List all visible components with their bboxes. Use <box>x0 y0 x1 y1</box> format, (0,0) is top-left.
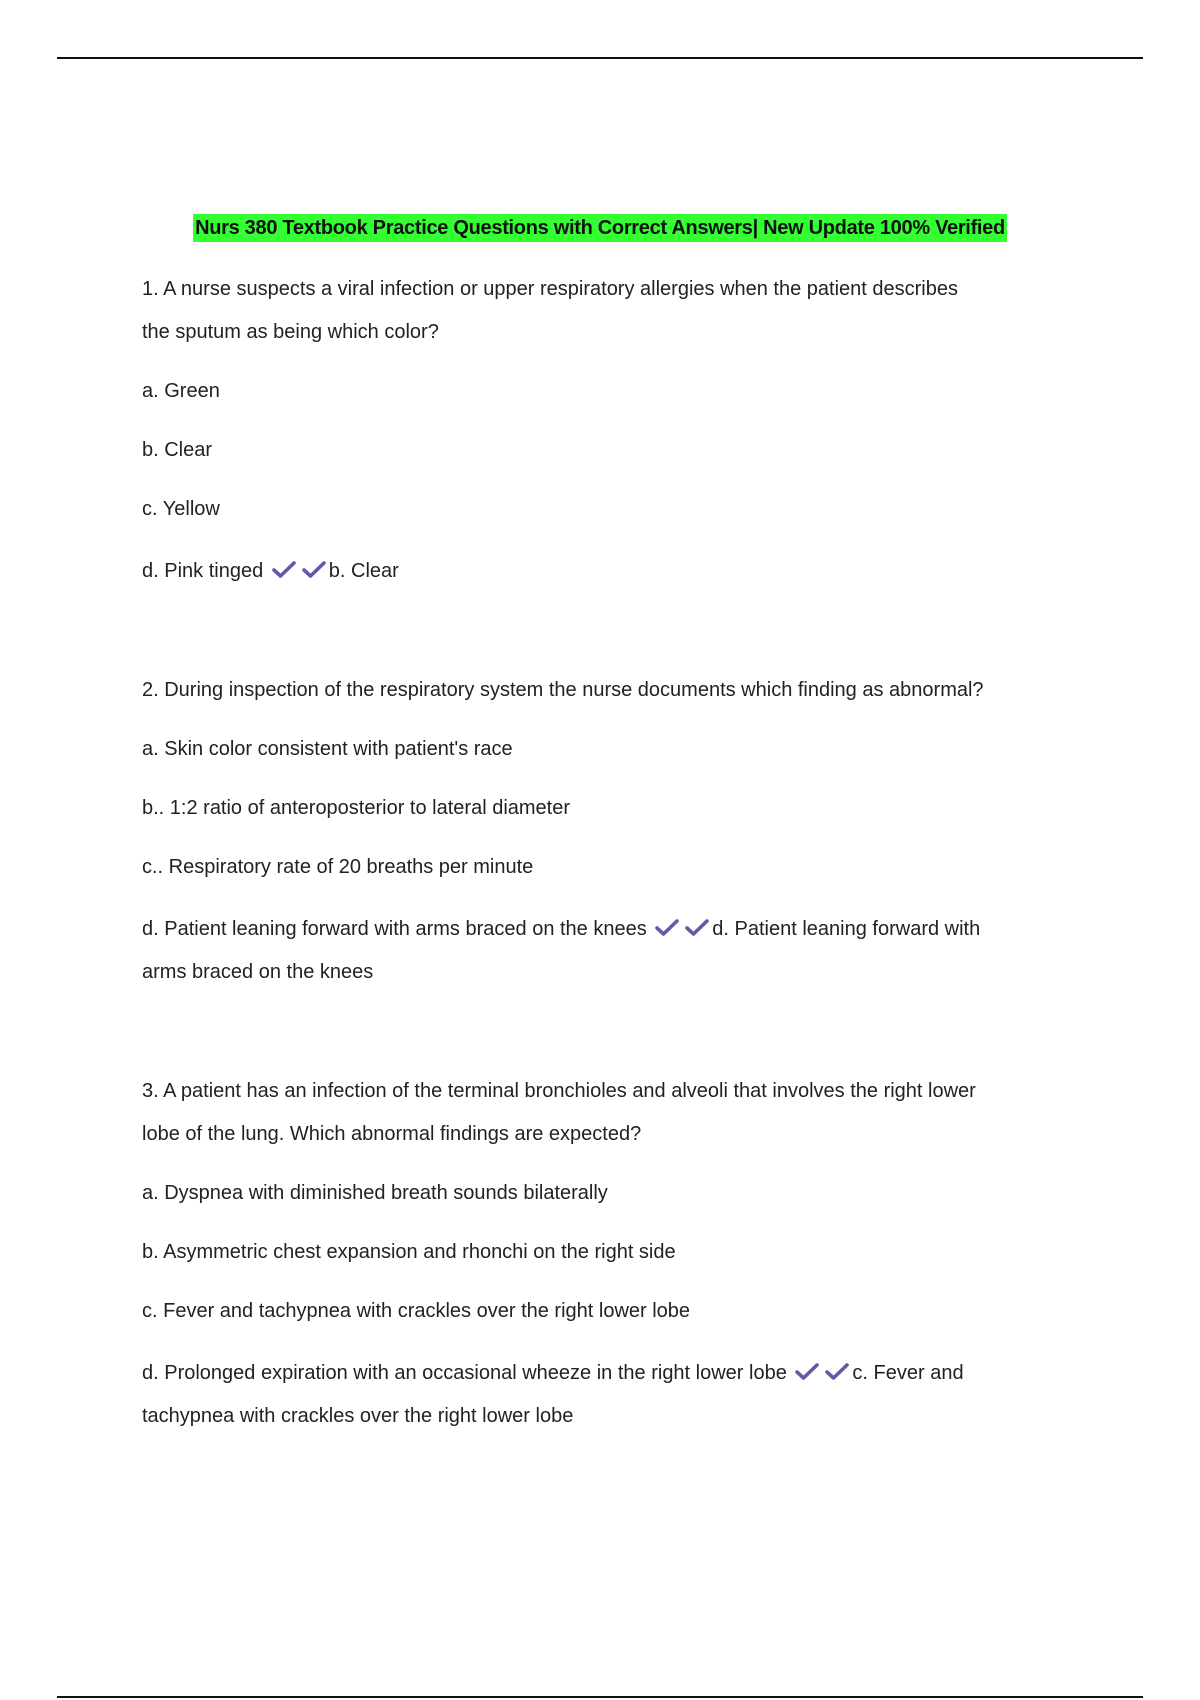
title-block <box>0 214 1200 242</box>
q3-answer-line2: tachypnea with crackles over the right lower lobe <box>142 1405 574 1427</box>
q3-option-c: c. Fever and tachypnea with crackles over the right lower lobe <box>142 1300 691 1322</box>
checkmark-icon <box>824 1362 850 1382</box>
q2-answer-line1: d. Patient leaning forward with <box>712 918 981 940</box>
checkmark-icon <box>301 560 327 580</box>
checkmark-icon <box>654 918 680 938</box>
checkmark-icon <box>684 918 710 938</box>
q1-stem-line1: 1. A nurse suspects a viral infection or upper respiratory allergies when the patient describes <box>142 278 958 300</box>
q3-stem-line1: 3. A patient has an infection of the terminal bronchioles and alveoli that involves the right lower <box>142 1080 976 1102</box>
q2-answer-line2: arms braced on the knees <box>142 961 374 983</box>
q2-option-c: c.. Respiratory rate of 20 breaths per minute <box>142 856 534 878</box>
checkmark-icon <box>794 1362 820 1382</box>
q3-option-a: a. Dyspnea with diminished breath sounds bilaterally <box>142 1182 608 1204</box>
q3-option-d-row <box>142 1360 964 1386</box>
q1-stem-line2: the sputum as being which color? <box>142 321 439 343</box>
q1-option-a: a. Green <box>142 380 220 402</box>
q3-option-b: b. Asymmetric chest expansion and rhonchi on the right side <box>142 1241 676 1263</box>
q3-option-d: d. Prolonged expiration with an occasional wheeze in the right lower lobe <box>142 1362 787 1384</box>
q2-option-d: d. Patient leaning forward with arms braced on the knees <box>142 918 647 940</box>
checkmark-icon <box>271 560 297 580</box>
q1-option-b: b. Clear <box>142 439 213 461</box>
q1-option-d-row <box>142 558 399 584</box>
q2-option-a: a. Skin color consistent with patient's race <box>142 738 513 760</box>
q3-stem-line2: lobe of the lung. Which abnormal findings are expected? <box>142 1123 642 1145</box>
q1-answer: b. Clear <box>328 560 399 582</box>
top-rule <box>57 57 1143 59</box>
q2-stem-line1: 2. During inspection of the respiratory system the nurse documents which finding as abnormal? <box>142 679 984 701</box>
q3-answer-line1: c. Fever and <box>852 1362 964 1384</box>
q2-option-b: b.. 1:2 ratio of anteroposterior to lateral diameter <box>142 797 571 819</box>
q1-option-c: c. Yellow <box>142 498 220 520</box>
document-title: Nurs 380 Textbook Practice Questions with Correct Answers| New Update 100% Verified <box>193 214 1007 242</box>
q1-option-d: d. Pink tinged <box>142 560 264 582</box>
bottom-rule <box>57 1696 1143 1698</box>
q2-option-d-row <box>142 916 980 942</box>
